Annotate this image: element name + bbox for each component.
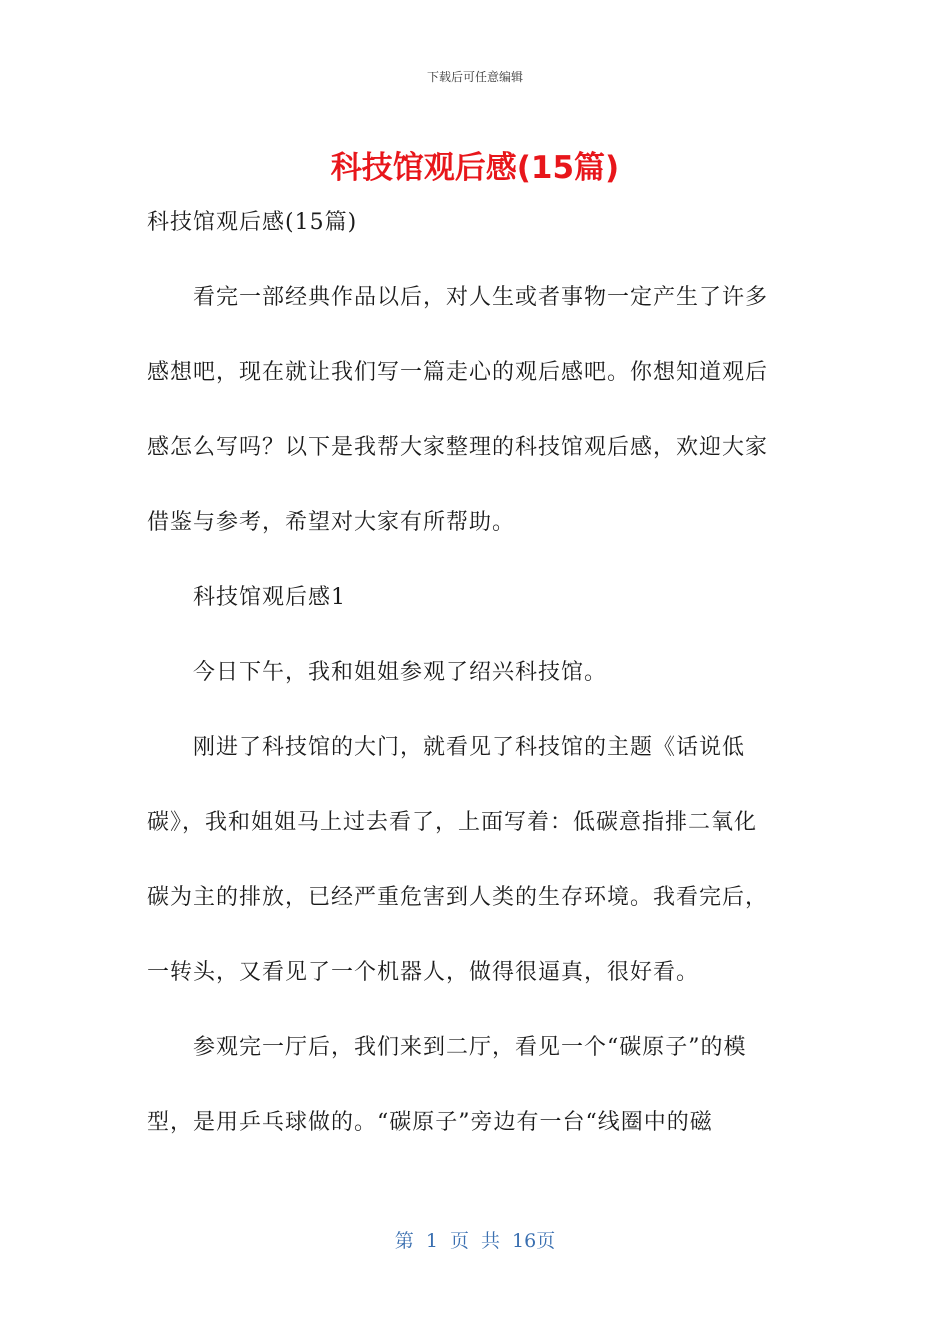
section-heading: 科技馆观后感1 [147,585,346,610]
subtitle-line: 科技馆观后感(15篇) [147,210,358,235]
document-title: 科技馆观后感(15篇) [330,150,620,186]
paragraph-line: 碳》，我和姐姐马上过去看了，上面写着：低碳意指排二氧化 [147,810,758,835]
paragraph-line: 感想吧，现在就让我们写一篇走心的观后感吧。你想知道观后 [147,360,769,385]
page-number: 第 1 页 共 16页 [394,1230,556,1252]
paragraph-line: 感怎么写吗？以下是我帮大家整理的科技馆观后感，欢迎大家 [147,435,769,460]
paragraph-line: 参观完一厅后，我们来到二厅，看见一个“碳原子”的模 [147,1035,747,1060]
paragraph-line: 刚进了科技馆的大门，就看见了科技馆的主题《话说低 [147,735,746,760]
paragraph-line: 看完一部经典作品以后，对人生或者事物一定产生了许多 [147,285,769,310]
header-note: 下载后可任意编辑 [426,70,523,84]
paragraph-line: 借鉴与参考，希望对大家有所帮助。 [147,510,516,535]
paragraph-line: 碳为主的排放，已经严重危害到人类的生存环境。我看完后， [147,885,769,910]
paragraph-line: 一转头，又看见了一个机器人，做得很逼真，很好看。 [147,960,700,985]
paragraph-line: 型，是用乒乓球做的。“碳原子”旁边有一台“线圈中的磁 [147,1110,713,1135]
paragraph-line: 今日下午，我和姐姐参观了绍兴科技馆。 [147,660,608,685]
